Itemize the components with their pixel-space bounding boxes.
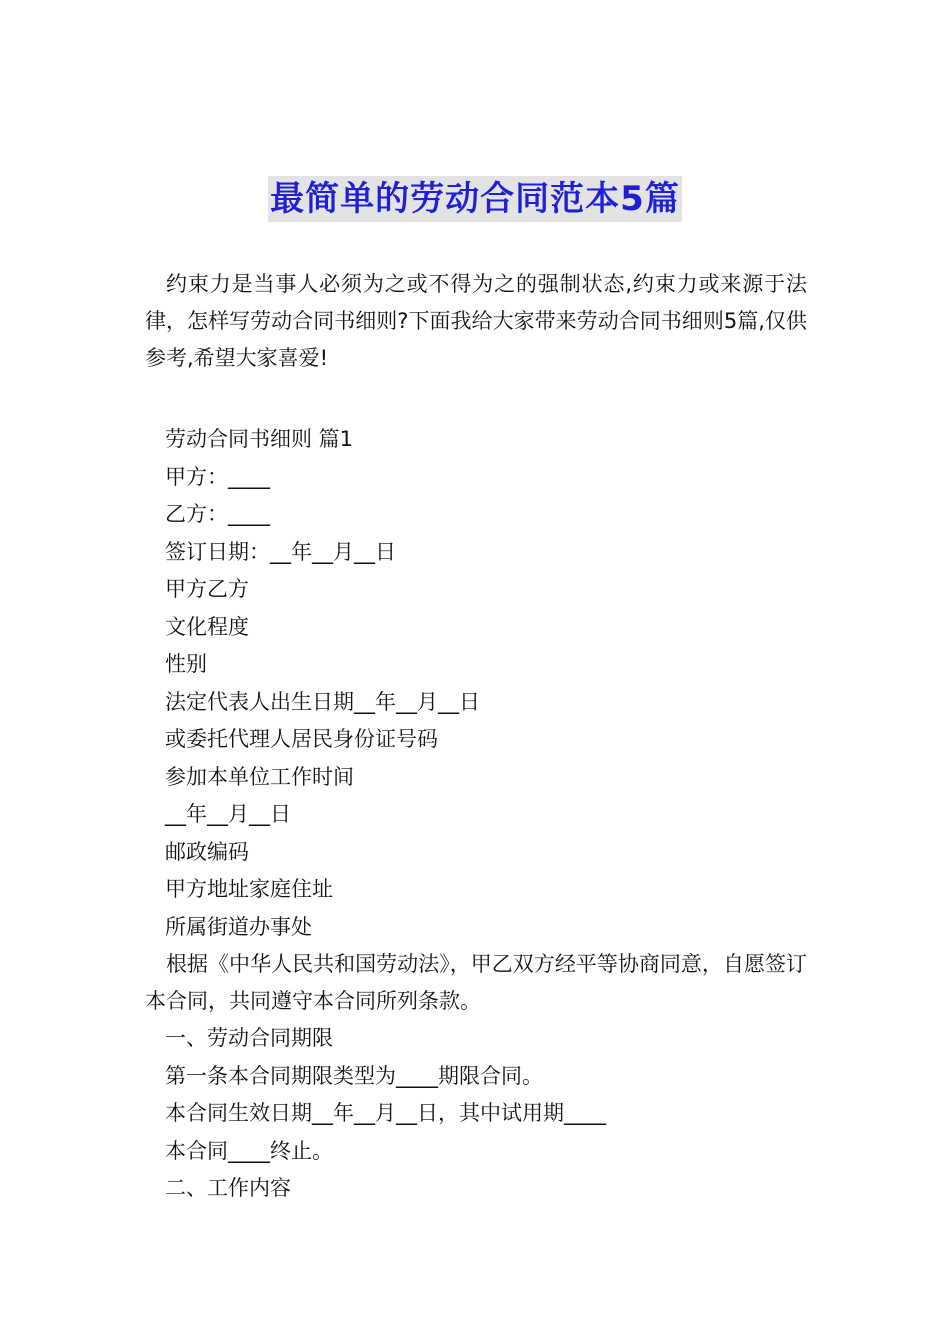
text-line: 参加本单位工作时间 (165, 764, 354, 789)
text-line: 法定代表人出生日期__年__月__日 (165, 689, 480, 714)
contract-header-lines (145, 421, 807, 946)
text-line: 签订日期：__年__月__日 (165, 539, 396, 564)
intro-paragraph: 约束力是当事人必须为之或不得为之的强制状态,约束力或来源于法律，怎样写劳动合同书细则?下面我给大家带来劳动合同书细则5篇,仅供参考,希望大家喜爱! (145, 272, 807, 370)
contract-term-lines (145, 1020, 807, 1208)
text-line: 劳动合同书细则 篇1 (165, 427, 354, 451)
text-line: 或委托代理人居民身份证号码 (165, 727, 438, 751)
document-body (145, 266, 807, 1208)
text-line: 本合同____终止。 (165, 1138, 333, 1163)
text-line: 本合同生效日期__年__月__日，其中试用期____ (165, 1101, 606, 1125)
text-line: 文化程度 (165, 614, 249, 639)
text-line: __年__月__日 (165, 802, 291, 826)
text-line: 甲方：____ (165, 464, 270, 489)
paragraph-gap (145, 377, 807, 421)
text-line: 第一条本合同期限类型为____期限合同。 (165, 1063, 543, 1088)
title-wrap (0, 176, 950, 222)
text-line: 所属街道办事处 (165, 914, 312, 939)
text-line: 一、劳动合同期限 (165, 1026, 333, 1050)
text-line: 邮政编码 (165, 839, 249, 864)
text-line: 性别 (165, 652, 207, 676)
text-line: 甲方地址家庭住址 (165, 877, 333, 901)
text-line: 乙方：____ (165, 502, 270, 526)
document-title: 最简单的劳动合同范本5篇 (268, 176, 682, 222)
law-paragraph: 根据《中华人民共和国劳动法》，甲乙双方经平等协商同意，自愿签订本合同，共同遵守本合同所列条款。 (145, 952, 807, 1013)
text-line: 甲方乙方 (165, 577, 249, 601)
text-line: 二、工作内容 (165, 1176, 291, 1200)
